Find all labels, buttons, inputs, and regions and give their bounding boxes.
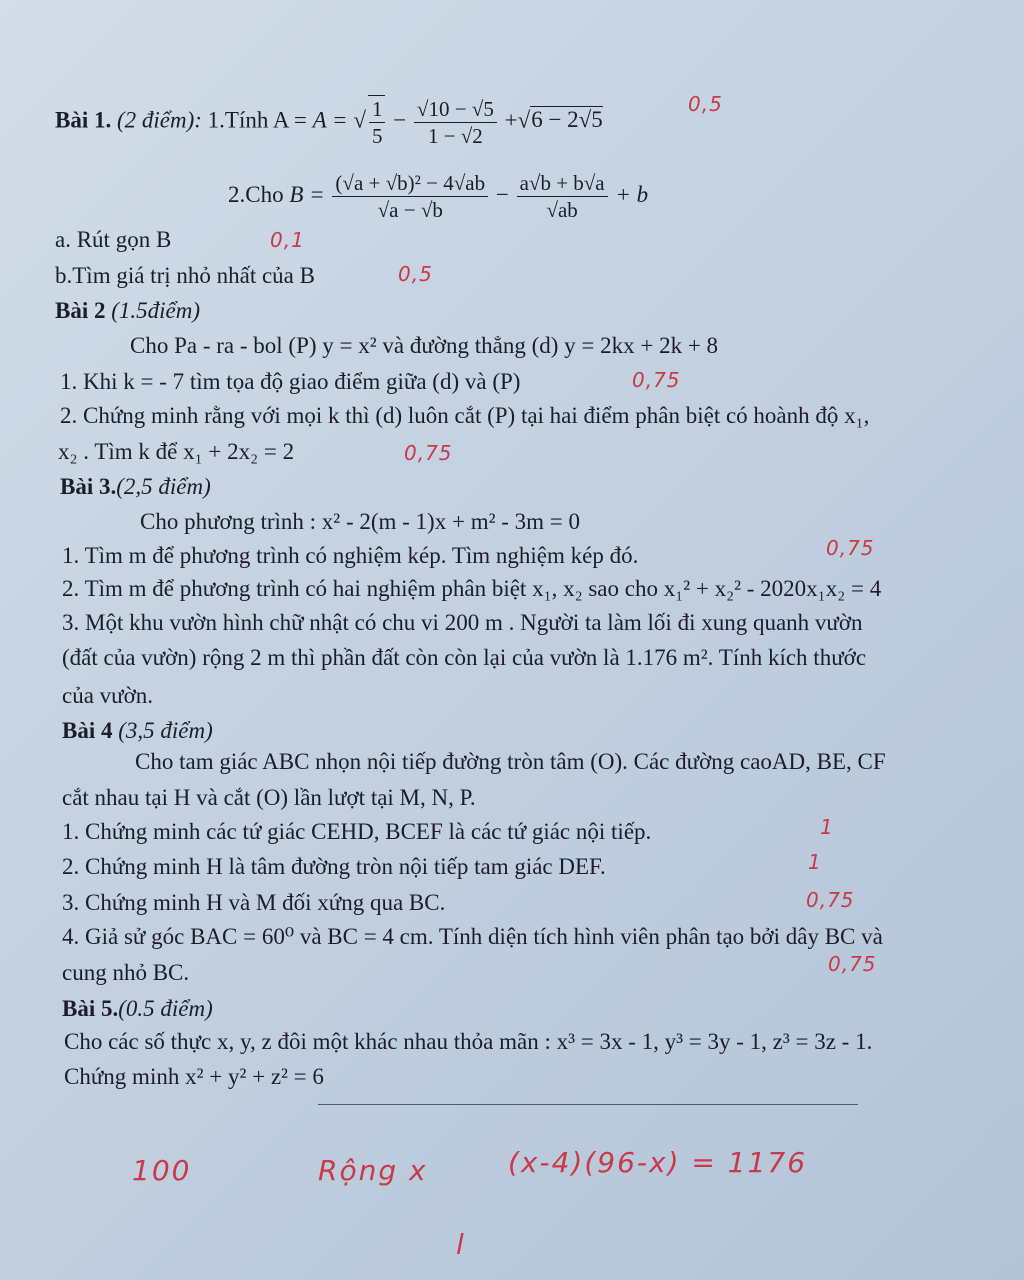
handwritten-note: Rộng x	[318, 1154, 428, 1187]
bai2-heading-line	[55, 297, 200, 325]
handwritten-equation: (x-4)(96-x) = 1176	[508, 1146, 808, 1179]
minus-sign: −	[495, 181, 509, 207]
bai2-points: (1.5điểm)	[111, 298, 201, 323]
bai1-heading: Bài 1.	[55, 107, 112, 133]
frac-numerator: 1	[369, 96, 386, 123]
bai1-q2-tail: + b	[615, 181, 649, 207]
bai1-q1-sqrt-frac	[368, 95, 386, 149]
handwritten-score: 1	[808, 850, 822, 874]
bai1-line2	[228, 170, 648, 223]
bai4-heading-line	[62, 717, 213, 745]
bai1-line1	[55, 95, 603, 149]
handwritten-score: 0,75	[806, 888, 855, 912]
bai5-heading-line	[62, 995, 213, 1023]
handwritten-score: 0,75	[404, 441, 453, 465]
bai3-heading: Bài 3.	[60, 474, 117, 499]
bai3-intro: Cho phương trình : x² - 2(m - 1)x + m² - 3m = 0	[140, 509, 580, 534]
bai2-intro: Cho Pa - ra - bol (P) y = x² và đường thẳng (d) y = 2kx + 2k + 8	[130, 333, 719, 358]
bai4-intro-line1: Cho tam giác ABC nhọn nội tiếp đường tròn tâm (O). Các đường caoAD, BE, CF	[135, 749, 886, 774]
bai3-q3-line3: của vườn.	[62, 683, 154, 708]
bai1-q2-lhs: B =	[289, 181, 325, 207]
minus-sign: −	[393, 107, 407, 133]
frac-denominator: √ab	[546, 198, 578, 222]
bai1-q1-last-sqrt: 6 − 2√5	[531, 107, 603, 133]
frac-denominator: 5	[371, 124, 383, 148]
bai2-heading: Bài 2	[55, 298, 106, 323]
bai1-q2-frac1	[332, 170, 488, 223]
plus-sign: +	[504, 107, 518, 133]
bai1-a: a. Rút gọn B	[55, 227, 172, 252]
bai2-q2-line1: 2. Chứng minh rằng với mọi k thì (d) luôn cắt (P) tại hai điểm phân biệt có hoành độ x₁,	[60, 403, 870, 428]
bai3-points: (2,5 điểm)	[116, 474, 211, 499]
handwritten-score: 0,5	[398, 262, 433, 286]
bai5-heading: Bài 5.	[62, 996, 119, 1021]
bai1-points: (2 điểm):	[116, 107, 202, 133]
bai3-heading-line	[60, 473, 211, 501]
bai4-q3: 3. Chứng minh H và M đối xứng qua BC.	[62, 890, 446, 915]
bai2-q2-line2: x₂ . Tìm k để x₁ + 2x₂ = 2	[58, 439, 295, 464]
bai1-q1-prefix: 1.Tính A =	[207, 107, 307, 133]
bai5-points: (0.5 điểm)	[118, 996, 213, 1021]
handwritten-score: 0,75	[828, 952, 877, 976]
bai4-points: (3,5 điểm)	[118, 718, 213, 743]
bai5-line1: Cho các số thực x, y, z đôi một khác nhau thỏa mãn : x³ = 3x - 1, y³ = 3y - 1, z³ = 3z - 1.	[64, 1029, 873, 1054]
handwritten-stroke: l	[456, 1228, 466, 1261]
frac-numerator: a√b + b√a	[517, 170, 608, 197]
bai5-line2: Chứng minh x² + y² + z² = 6	[64, 1064, 324, 1089]
bai4-q4-line1: 4. Giả sử góc BAC = 60⁰ và BC = 4 cm. Tính diện tích hình viên phân tạo bởi dây BC và	[62, 924, 883, 949]
bai1-q1-lhs: A =	[312, 107, 348, 133]
handwritten-score: 1	[820, 815, 834, 839]
sqrt-symbol: √	[517, 107, 531, 133]
bai1-q1-frac	[414, 96, 497, 149]
frac-denominator: 1 − √2	[427, 123, 483, 148]
bai4-q4-line2: cung nhỏ BC.	[62, 960, 190, 985]
frac-denominator: √a − √b	[377, 198, 443, 222]
bai4-intro-line2: cắt nhau tại H và cắt (O) lần lượt tại M, N, P.	[62, 785, 476, 810]
handwritten-score: 0,1	[270, 228, 305, 252]
bai4-q1: 1. Chứng minh các tứ giác CEHD, BCEF là các tứ giác nội tiếp.	[62, 819, 652, 844]
bai3-q1: 1. Tìm m để phương trình có nghiệm kép. Tìm nghiệm kép đó.	[62, 543, 639, 568]
handwritten-note: 100	[132, 1154, 192, 1187]
bai3-q3-line1: 3. Một khu vườn hình chữ nhật có chu vi 200 m . Người ta làm lối đi xung quanh vườn	[62, 610, 863, 635]
bai1-b: b.Tìm giá trị nhỏ nhất của B	[55, 263, 315, 288]
bai1-q2-frac2	[517, 170, 608, 223]
handwritten-score: 0,75	[632, 368, 681, 392]
frac-numerator: (√a + √b)² − 4√ab	[332, 170, 488, 197]
bai2-q1: 1. Khi k = - 7 tìm tọa độ giao điểm giữa (d) và (P)	[60, 369, 521, 394]
frac-numerator: √10 − √5	[414, 96, 497, 123]
handwritten-score: 0,75	[826, 536, 875, 560]
handwritten-score: 0,5	[688, 92, 723, 116]
bai3-q3-line2: (đất của vườn) rộng 2 m thì phần đất còn còn lại của vườn là 1.176 m². Tính kích thước	[62, 645, 867, 670]
sqrt-symbol: √	[353, 107, 366, 133]
bai1-q2-prefix: 2.Cho	[228, 181, 284, 207]
divider-line	[318, 1104, 858, 1105]
bai4-heading: Bài 4	[62, 718, 113, 743]
bai4-q2: 2. Chứng minh H là tâm đường tròn nội tiếp tam giác DEF.	[62, 854, 606, 879]
bai3-q2: 2. Tìm m để phương trình có hai nghiệm phân biệt x₁, x₂ sao cho x₁² + x₂² - 2020x₁x₂ = 4	[62, 576, 882, 601]
